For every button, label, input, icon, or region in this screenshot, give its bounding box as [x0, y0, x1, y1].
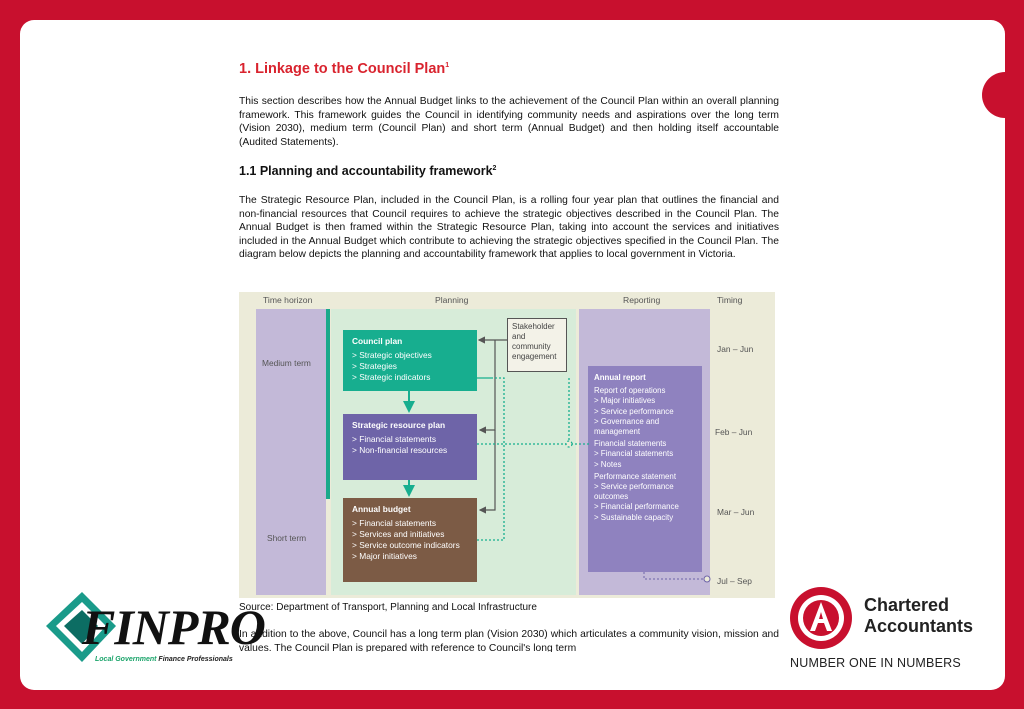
diagram-source: Source: Department of Transport, Planning and Local Infrastructure — [239, 602, 537, 613]
document-page — [239, 60, 779, 652]
continuation-paragraph: In addition to the above, Council has a long term plan (Vision 2030) which articulates a community vision, mission and values. The Council Plan is prepared with reference to Council's long term — [239, 629, 779, 652]
timing-srp: Feb – Jun — [715, 427, 753, 437]
finpro-logo — [40, 590, 270, 670]
finpro-subtitle: Local Government Finance Professionals — [95, 656, 233, 663]
report-timing-link — [644, 572, 710, 582]
planning-framework-diagram — [239, 292, 775, 598]
ca-emblem-icon — [788, 585, 854, 651]
ca-wordmark: Chartered Accountants — [864, 595, 974, 636]
timing-report: Jul – Sep — [717, 576, 752, 586]
timing-council-plan: Jan – Jun — [717, 344, 754, 354]
chartered-accountants-logo — [785, 585, 995, 677]
ca-tagline: NUMBER ONE IN NUMBERS — [790, 656, 961, 670]
header-planning: Planning — [435, 295, 469, 305]
header-timing: Timing — [717, 295, 743, 305]
framework-paragraph: The Strategic Resource Plan, included in the Council Plan, is a rolling four year plan that outlines the financial and non-financial resources that Council requires to achieve the strategic objectives described in the Council Plan. The Annual Budget is then framed within the Strategic Resource Plan, taking into account the services and initiatives included in the Annual Budget which contribute to achieving the strategic objectives specified in the Council Plan. The diagram below depicts the planning and accountability framework that applies to local government in Victoria. — [239, 195, 779, 261]
reporting-links — [477, 378, 591, 540]
short-term-label: Short term — [267, 533, 307, 543]
stakeholder-box: Stakeholder and community engagement — [507, 318, 567, 372]
diagram-connectors — [239, 292, 775, 598]
strategic-resource-plan-box: Strategic resource plan > Financial statements > Non-financial resources — [343, 414, 477, 480]
finpro-wordmark: FINPRO — [82, 599, 265, 655]
header-reporting: Reporting — [623, 295, 661, 305]
medium-term-label: Medium term — [262, 358, 311, 368]
subsection-heading: 1.1 Planning and accountability framework$^2$ — [239, 164, 497, 178]
section-heading: 1. Linkage to the Council Plan$^1$ — [239, 61, 450, 77]
header-time-horizon: Time horizon — [263, 295, 313, 305]
side-tab — [982, 72, 1024, 118]
stakeholder-arrows — [479, 340, 507, 510]
annual-report-box: Annual report Report of operations > Major initiatives > Service performance > Governance and management Financial statements > Financial statements > Notes Performance statement > Service performance outcomes > Financial performance > Sustainable capacity — [588, 366, 702, 572]
intro-paragraph: This section describes how the Annual Budget links to the achievement of the Council Plan within an overall planning framework. This framework guides the Council in identifying community needs and aspirations over the long term (Vision 2030), medium term (Council Plan) and short term (Annual Budget) and then holding itself accountable (Audited Statements). — [239, 96, 779, 148]
annual-budget-box: Annual budget > Financial statements > Services and initiatives > Service outcome indicators > Major initiatives — [343, 498, 477, 582]
timing-budget: Mar – Jun — [717, 507, 755, 517]
council-plan-box: Council plan > Strategic objectives > Strategies > Strategic indicators — [343, 330, 477, 391]
